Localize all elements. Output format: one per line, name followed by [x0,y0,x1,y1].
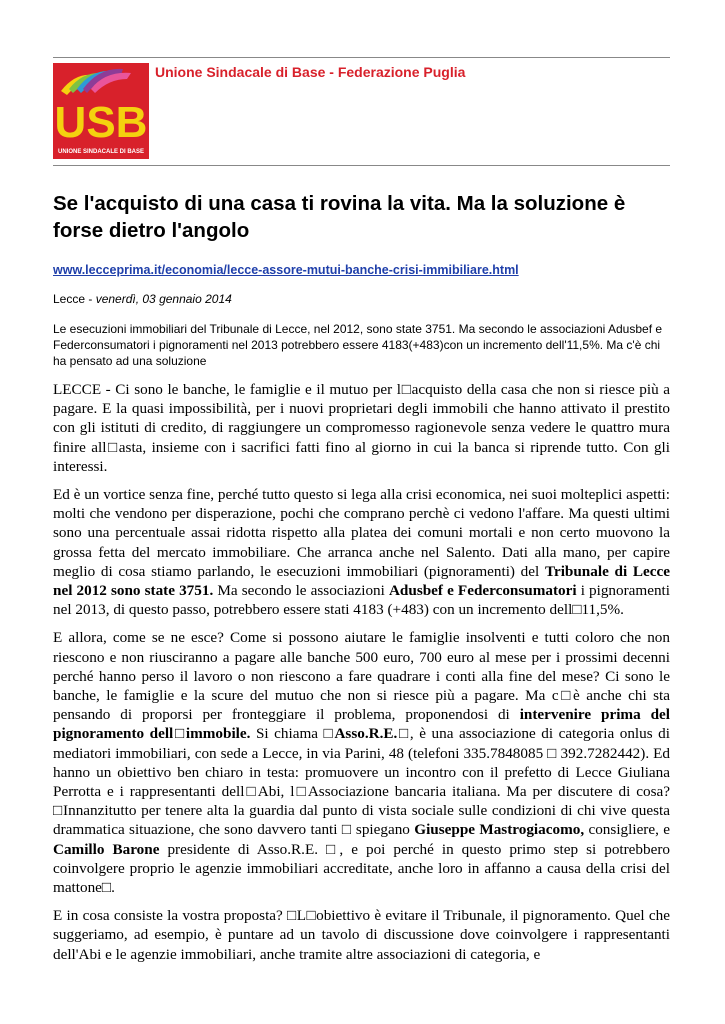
p3-text-5: presidente di Asso.R.E. □, e poi perché in questo primo step si potrebbero coinvolgere proprio le agenzie immobiliari accreditate, anche loro in affanno a causa della crisi del mattone□. [53,840,671,897]
p3-text-3: □, è una associazione di categoria onlus di mediatori immobiliari, con sede a Lecce, in via Parini, 48 (telefoni 335.7848085 □ 392.7282442). Ed hanno un obiettivo ben chiaro in testa: promuovere un incontro con il prefetto di Lecce Giuliana Perrotta e i rappresentanti dell□Abi, l□Associazione bancaria italiana. Ma per discutere di cosa? □Innanzitutto per tenere alta la guardia dal punto di vista sociale sulle condizioni di chi vive questa drammatica situazione, che sono davvero tanti □ spiegano [53,725,670,839]
p3-text-4: consigliere, e [584,821,670,839]
org-name: Unione Sindacale di Base - Federazione Puglia [155,64,466,80]
paragraph-4: E in cosa consiste la vostra proposta? □L□obiettivo è evitare il Tribunale, il pignoramento. Quel che suggeriamo, ad esempio, è puntare ad un tavolo di discussione dove coinvolgere i rappresentanti dell'Abi e le agenzie immobiliari, anche tramite altre associazioni di categoria, e [53,907,670,963]
p3-text-2: Si chiama □ [250,725,335,743]
p3-bold-barone: Camillo Barone [53,840,160,858]
dateline [53,292,232,306]
source-link[interactable]: www.lecceprima.it/economia/lecce-assore-mutui-banche-crisi-immibiliare.html [53,263,519,277]
p2-text: Ed è un vortice senza fine, perché tutto questo si lega alla crisi economica, nei suoi molteplici aspetti: molti che vendono per disperazione, pochi che comprano perchè ci vedono l'affare. Ma questi ultimi sono una percentuale assai ridotta rispetto alla platea dei comuni mortali e non certo muovono la grossa fetta del mercato immobiliare. Che arranca anche nel Salento. Dati alla mano, per capire meglio di cosa stiamo parlando, le esecuzioni immobiliari (pignoramenti) del [53,486,670,580]
dateline-place: Lecce - [53,292,96,306]
p2-bold-associations: Adusbef e Federconsumatori [388,582,577,600]
article-title: Se l'acquisto di una casa ti rovina la vita. Ma la soluzione è forse dietro l'angolo [53,192,626,242]
logo-text: USB [54,98,148,147]
p2-text-2: Ma secondo le associazioni [213,582,389,600]
p3-bold-assore: Asso.R.E. [334,725,398,743]
header-rule-top [53,57,670,58]
article-summary: Le esecuzioni immobiliari del Tribunale di Lecce, nel 2012, sono state 3751. Ma secondo le associazioni Adusbef e Federconsumatori i pignoramenti nel 2013 potrebbero essere 4183(+483)con un incremento dell'11,5%. Ma c'è chi ha pensato ad una soluzione [53,322,663,368]
dateline-date: venerdì, 03 gennaio 2014 [95,292,232,306]
p3-text: E allora, come se ne esce? Come si possono aiutare le famiglie insolventi e tutti coloro che non riescono e non riusciranno a pagare alle banche 500 euro, 700 euro al mese per i prossimi decenni perché hanno perso il lavoro o non riescono a fare quadrare i conti alla fine del mese? Ci sono le banche, le famiglie e la scure del mutuo che non si riesce più a pagare. Ma c□è anche chi sta pensando di proporsi per fronteggiare il problema, proponendosi di [53,629,670,724]
p2-text-3: i pignoramenti nel 2013, di questo passo, potrebbero essere stati 4183 (+483) con un incremento dell□11,5%. [53,582,670,619]
p3-bold-intervenire: intervenire prima del pignoramento dell□immobile. [53,706,670,743]
header-rule-bottom [53,165,670,166]
p3-bold-mastrogiacomo: Giuseppe Mastrogiacomo, [414,821,585,839]
paragraph-1: LECCE - Ci sono le banche, le famiglie e il mutuo per l□acquisto della casa che non si riesce più a pagare. E la quasi impossibilità, per i nuovi proprietari degli immobili che hanno attivato il prestito con gli istituti di credito, di raggiungere un compromesso ragionevole senza vedere le quattro mura finire all□asta, insieme con i sacrifici fatti fino al giorno in cui la banca si riprende tutto. Con gli interessi. [53,381,670,475]
article-body [53,380,670,973]
p2-bold-tribunale: Tribunale di Lecce nel 2012 sono state 3751. [53,562,670,600]
logo-subtext: UNIONE SINDACALE DI BASE [57,149,145,155]
usb-logo [53,63,149,159]
paragraph-3 [53,628,670,897]
usb-logo-graphic [53,63,149,159]
paragraph-2 [53,485,670,619]
